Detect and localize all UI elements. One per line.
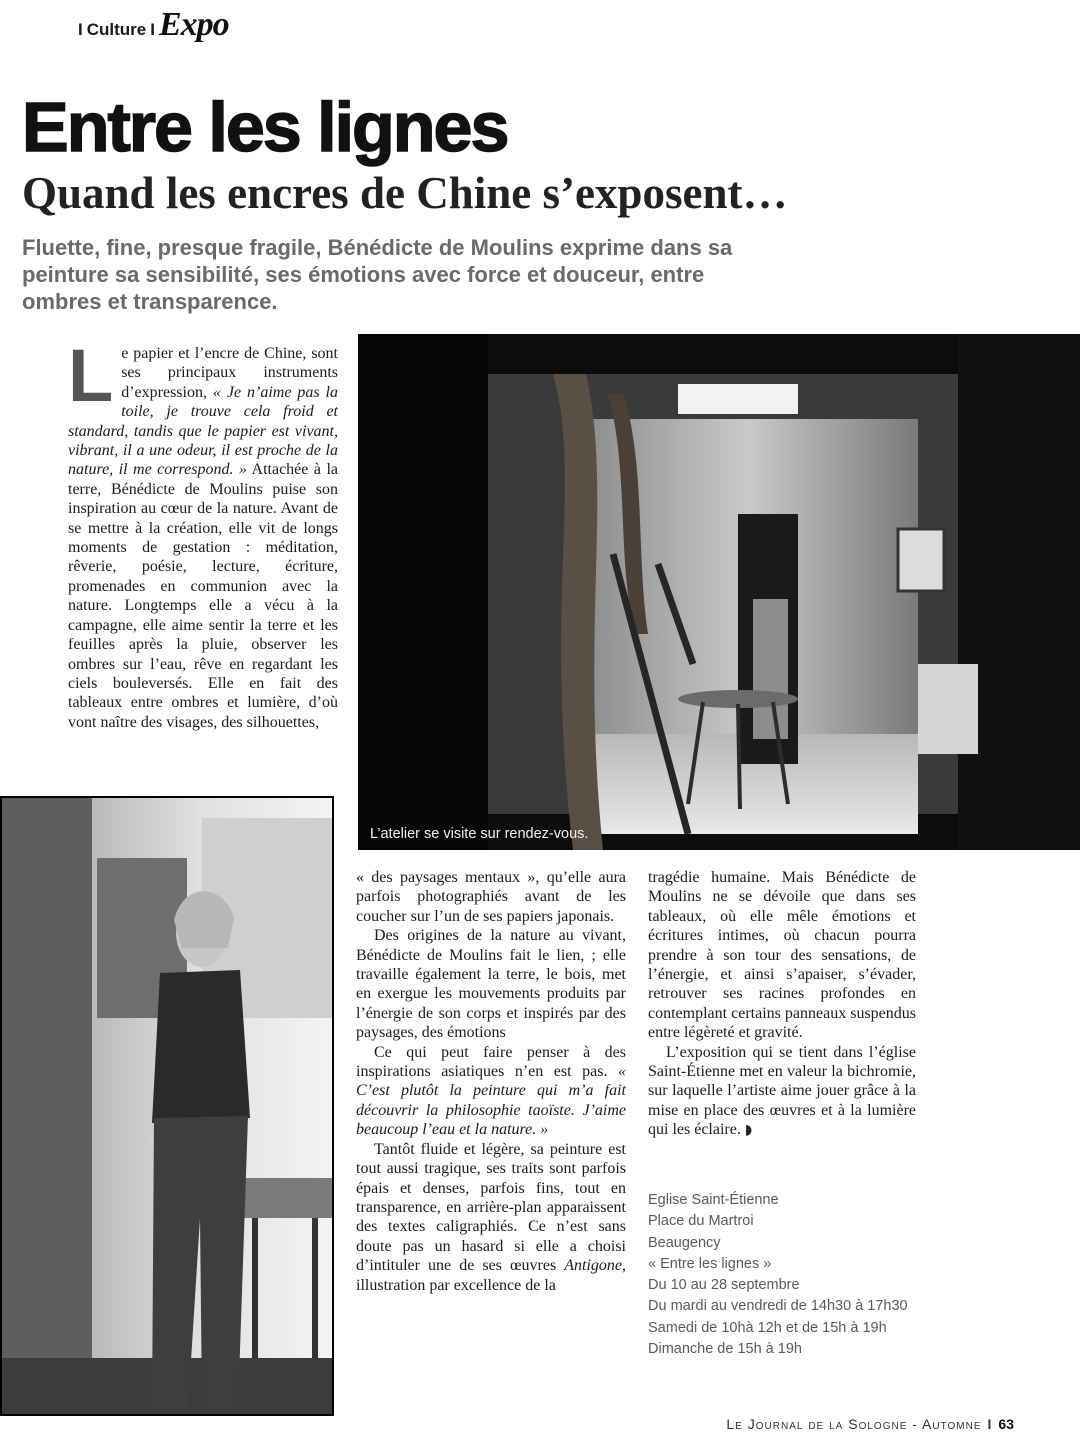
column3-paragraph-2-text: L’exposition qui se tient dans l’église Saint-Étienne met en valeur la bichromie, sur laquelle l’artiste aime jouer grâce à la mise en place des œuvres et à la lumière qui les éclaire. — [648, 1043, 916, 1139]
column1-text-a: e papier et l’encre de Chine, sont ses principaux instruments d’expression, — [121, 345, 338, 401]
article-column-1 — [68, 334, 338, 732]
info-dates: Du 10 au 28 septembre — [648, 1277, 800, 1294]
drop-cap: L — [68, 334, 114, 417]
article-subtitle: Quand les encres de Chine s’exposent… — [22, 168, 788, 218]
column2-paragraph-3-text: Ce qui peut faire penser à des inspirations asiatiques n’en est pas. — [356, 1043, 626, 1081]
page-number: 63 — [998, 1416, 1014, 1432]
work-title: Antigone — [564, 1257, 622, 1275]
artist-quote-2: « C’est plutôt la peinture qui m’a fait découvrir la philosophie taoïste. J’aime beaucoup l’eau et la nature. » — [356, 1063, 626, 1139]
column2-paragraph-3 — [356, 1043, 626, 1140]
page-footer — [726, 1416, 1014, 1432]
artist-portrait-photo — [0, 796, 334, 1416]
studio-photo-image — [358, 334, 1080, 850]
article-title: Entre les lignes — [22, 88, 508, 166]
info-venue: Eglise Saint-Étienne — [648, 1192, 779, 1208]
article-column-2 — [356, 868, 626, 1295]
article-lede: Fluette, fine, presque fragile, Bénédicte de Moulins exprime dans sa peinture sa sensibilité, ses émotions avec force et douceur, entre ombres et transparence. — [22, 235, 733, 314]
photo-caption: L’atelier se visite sur rendez-vous. — [370, 826, 589, 842]
info-hours-sunday: Dimanche de 15h à 19h — [648, 1341, 802, 1358]
end-mark-icon: ◗ — [744, 1122, 753, 1139]
studio-photo — [358, 334, 1080, 850]
info-address: Place du Martroi — [648, 1213, 754, 1230]
subsection-label: Expo — [158, 6, 229, 43]
info-town: Beaugency — [648, 1234, 721, 1251]
rubric-separator: I — [150, 20, 155, 39]
column2-paragraph-4-text-b: , illustration par excellence de la — [356, 1257, 626, 1294]
column2-paragraph-4-text-a: Tantôt fluide et légère, sa peinture est tout aussi tragique, ses traits sont parfois épais et denses, parfois fins, tout en transparence, en arrière-plan apparaissent des textes caligraphiés. Ce n’est sans doute pas un hasard si elle a choisi d’intituler une de ses œuvres — [356, 1140, 626, 1275]
exhibition-info — [648, 1190, 908, 1360]
info-hours-saturday: Samedi de 10hà 12h et de 15h à 19h — [648, 1319, 887, 1336]
rubric-separator-left: I — [78, 20, 83, 39]
column1-text-b: Attachée à la terre, Bénédicte de Moulins puise son inspiration au cœur de la nature. Avant de se mettre à la création, elle vit de longs moments de gestation : méditation, rêverie, poésie, lecture, écriture, promenades en communion avec la nature. Longtemps elle a vécu à la campagne, elle aime sentir la terre et les feuilles après la pluie, observer les ombres sur l’eau, rêve en regardant les ciels bouleversés. Elle en fait des tableaux entre ombres et lumière, d’où vont naître des visages, des silhouettes, — [68, 461, 338, 731]
artist-portrait-image — [2, 798, 332, 1414]
info-hours-weekday: Du mardi au vendredi de 14h30 à 17h30 — [648, 1298, 908, 1315]
section-label: Culture — [86, 20, 147, 39]
section-rubric — [74, 6, 229, 42]
publication-name: Le Journal de la Sologne - Automne — [726, 1416, 982, 1432]
info-exhibition-title: « Entre les lignes » — [648, 1255, 772, 1272]
column2-paragraph-4 — [356, 1140, 626, 1295]
column3-paragraph-1: tragédie humaine. Mais Bénédicte de Moulins ne se dévoile que dans ses tableaux, où elle mêle émotions et écritures intimes, où chacun pourra prendre à son tour des sensations, de l’énergie, et ainsi s’apaiser, s’évader, retrouver ses racines profondes en contemplant certains panneaux suspendus entre légèreté et gravité. — [648, 869, 916, 1042]
column2-paragraph-1: « des paysages mentaux », qu’elle aura parfois photographiés avant de les coucher sur l’un de ses papiers japonais. — [356, 869, 626, 925]
footer-separator: I — [987, 1416, 993, 1432]
column3-paragraph-2 — [648, 1043, 916, 1141]
artist-quote-1: « Je n’aime pas la toile, je trouve cela froid et standard, tandis que le papier est vivant, vibrant, il a une odeur, il est proche de la nature, il me correspond. » — [68, 383, 338, 479]
column2-paragraph-2: Des origines de la nature au vivant, Bénédicte de Moulins fait le lien, ; elle travaille également la terre, le bois, met en exergue les mouvements produits par l’énergie de son corps et inspirés par des paysages, des émotions — [356, 927, 626, 1042]
article-column-3 — [648, 868, 916, 1141]
